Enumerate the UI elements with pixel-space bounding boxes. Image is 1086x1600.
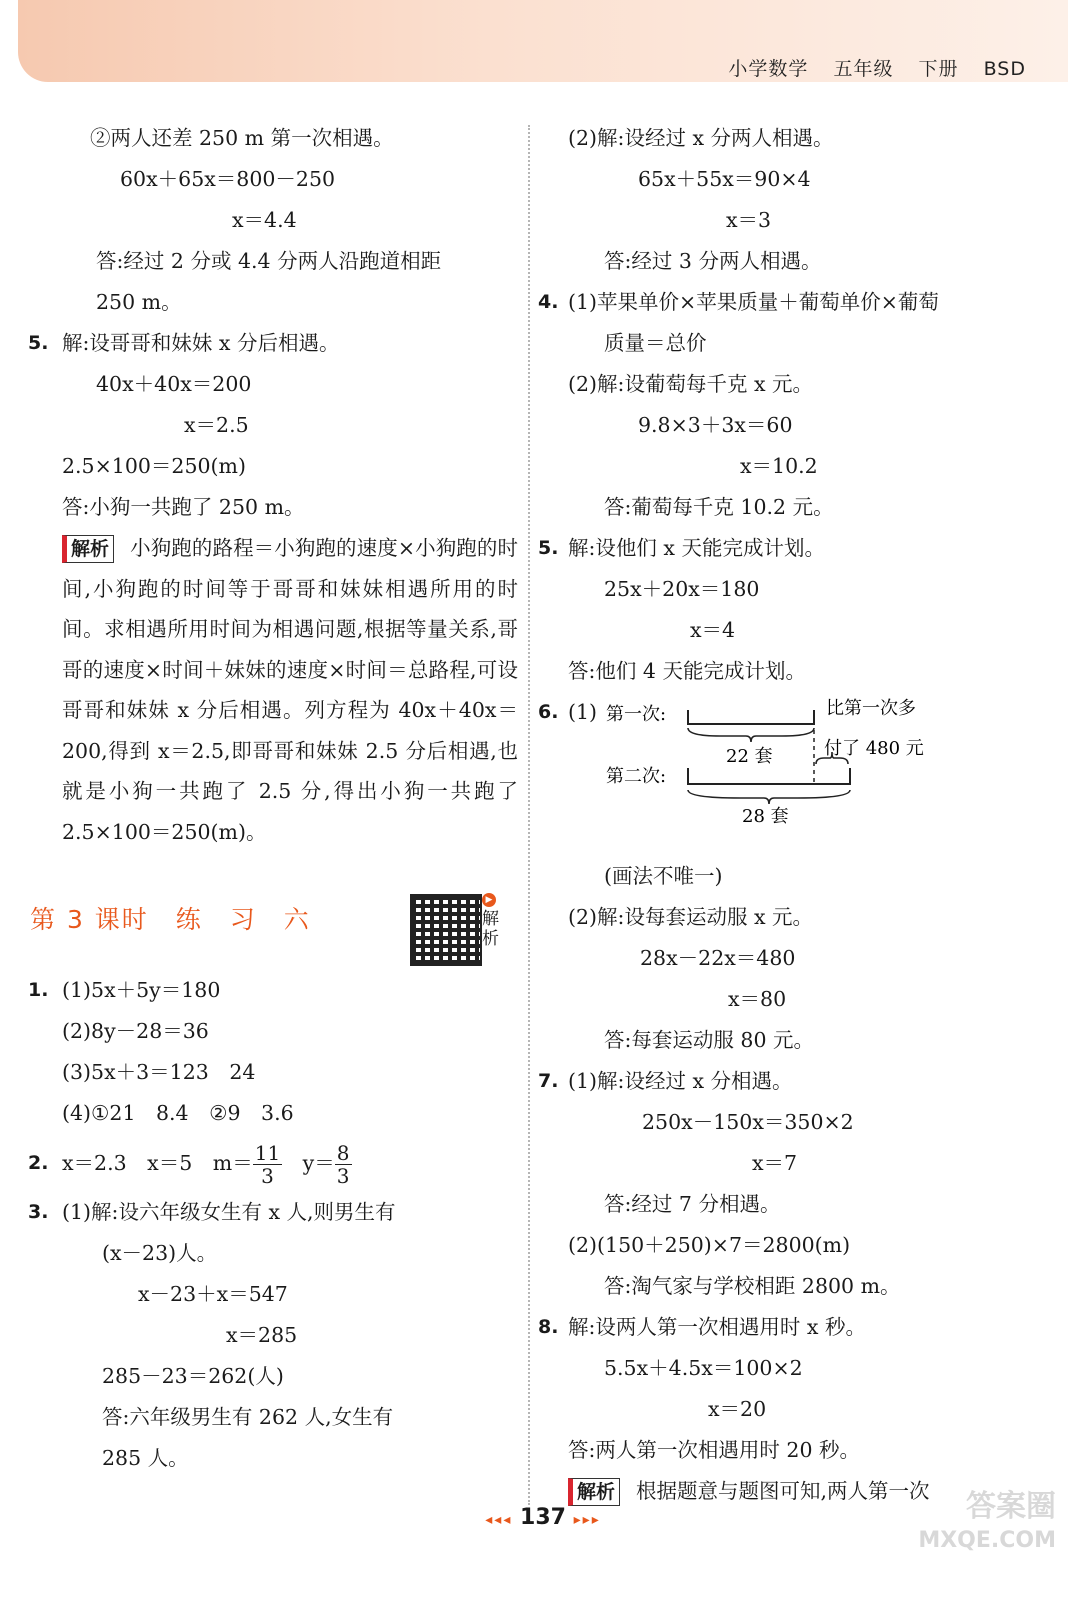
equation: 285－23＝262(人): [102, 1364, 284, 1388]
equation: x＝2.5: [184, 413, 249, 437]
solution: (2)解:设经过 x 分两人相遇。: [568, 126, 834, 150]
answer: 285 人。: [102, 1446, 189, 1470]
answer: 答:六年级男生有 262 人,女生有: [102, 1405, 394, 1429]
equation: 5.5x＋4.5x＝100×2: [604, 1356, 803, 1380]
analysis-tag: 解析: [62, 535, 114, 563]
question-number: 1.: [28, 979, 49, 1001]
question-8: 8. 解:设两人第一次相遇用时 x 秒。: [546, 1307, 1046, 1348]
second-bar-extra: [814, 768, 850, 784]
brace-28: [688, 790, 850, 804]
question-7: 7. (1)解:设经过 x 分相遇。: [546, 1061, 1046, 1102]
solution: (2)解:设每套运动服 x 元。: [568, 905, 814, 929]
equation: 40x＋40x＝200: [96, 372, 252, 396]
header-edition: BSD: [983, 58, 1026, 80]
answer: 答:每套运动服 80 元。: [604, 1028, 815, 1052]
question-2: 2. x＝2.3 x＝5 m＝ $\frac{11}{3}$ y＝ $\frac{8}{3}$: [28, 1134, 518, 1192]
text-line: (3)5x＋3＝123 24: [62, 1060, 256, 1084]
equation: x＝3: [726, 208, 772, 232]
page-number: ◂◂◂ 137 ▸▸▸: [485, 1505, 601, 1530]
text-line: (画法不唯一): [604, 864, 723, 888]
qr-code-icon[interactable]: [410, 894, 482, 966]
text-line: (2)8y－28＝36: [62, 1019, 209, 1043]
section-title: 第 3 课时 练 习 六: [30, 905, 311, 934]
analysis-tag: 解析: [568, 1478, 620, 1506]
analysis-block: [28, 528, 518, 852]
header-term: 下册: [918, 58, 959, 80]
label-first: 第一次:: [606, 704, 667, 725]
text-line: 质量＝总价: [604, 331, 707, 355]
equation: x＝7: [752, 1151, 798, 1175]
equation: 250x－150x＝350×2: [642, 1110, 854, 1134]
note-line-1: 比第一次多: [826, 698, 916, 719]
question-5: 5. 解:设他们 x 天能完成计划。: [546, 528, 1046, 569]
label-22: 22 套: [726, 746, 773, 767]
qr-label: ▶ 解析: [482, 895, 499, 949]
equation: 25x＋20x＝180: [604, 577, 760, 601]
answer: 250 m。: [96, 290, 182, 314]
second-bar: [688, 768, 814, 784]
label-28: 28 套: [742, 806, 789, 827]
label-second: 第二次:: [606, 766, 667, 787]
text-line: ②两人还差 250 m 第一次相遇。: [90, 126, 394, 150]
answer: 答:葡萄每千克 10.2 元。: [604, 495, 834, 519]
header-info: [710, 54, 1026, 81]
question-number: 7.: [538, 1070, 559, 1092]
answer: 答:经过 2 分或 4.4 分两人沿跑道相距: [96, 249, 442, 273]
solution: (2)解:设葡萄每千克 x 元。: [568, 372, 814, 396]
question-1: 1. (1)5x＋5y＝180: [28, 970, 518, 1011]
equation: 9.8×3＋3x＝60: [638, 413, 793, 437]
column-divider: [528, 125, 530, 1505]
question-number: 5.: [28, 332, 49, 354]
question-number: 8.: [538, 1316, 559, 1338]
text-line: (4)①21 8.4 ②9 3.6: [62, 1101, 294, 1125]
first-bar: [688, 710, 814, 724]
prev-arrows-icon: ◂◂◂: [485, 1512, 513, 1528]
fraction: $\frac{8}{3}$: [336, 1141, 350, 1188]
fraction: $\frac{11}{3}$: [254, 1141, 281, 1188]
header-subject: 小学数学: [728, 58, 809, 80]
segment-diagram: [600, 690, 1040, 830]
equation: 2.5×100＝250(m): [62, 454, 246, 478]
header-grade: 五年级: [833, 58, 894, 80]
equation: 28x－22x＝480: [640, 946, 796, 970]
answer: 答:淘气家与学校相距 2800 m。: [604, 1274, 901, 1298]
equation: x＝285: [226, 1323, 298, 1347]
play-icon: ▶: [482, 893, 496, 907]
question-6: 6. (1): [546, 692, 1046, 856]
answer: 答:两人第一次相遇用时 20 秒。: [568, 1438, 861, 1462]
equation: x＝80: [728, 987, 787, 1011]
practice-section: [28, 970, 518, 1479]
text-line: (x－23)人。: [102, 1241, 218, 1265]
question-number: 3.: [28, 1201, 49, 1223]
equation: x＝4: [690, 618, 736, 642]
question-5: [28, 323, 518, 364]
next-arrows-icon: ▸▸▸: [573, 1512, 601, 1528]
solution: 解:设哥哥和妹妹 x 分后相遇。: [62, 331, 340, 355]
equation: 65x＋55x＝90×4: [638, 167, 811, 191]
answer: 答:小狗一共跑了 250 m。: [62, 495, 305, 519]
equation: x＝4.4: [232, 208, 297, 232]
equation: x＝20: [708, 1397, 767, 1421]
left-column: [28, 118, 518, 852]
question-number: 6.: [538, 701, 559, 723]
note-line-2: 付了 480 元: [824, 738, 924, 759]
question-number: 4.: [538, 291, 559, 313]
answer: 答:经过 7 分相遇。: [604, 1192, 781, 1216]
equation: (2)(150＋250)×7＝2800(m): [568, 1233, 851, 1257]
answer: 答:经过 3 分两人相遇。: [604, 249, 822, 273]
equation: x－23＋x＝547: [138, 1282, 288, 1306]
answer: 答:他们 4 天能完成计划。: [568, 659, 806, 683]
analysis-block: 解析 根据题意与题图可知,两人第一次: [546, 1471, 1046, 1512]
analysis-text: 小狗跑的路程＝小狗跑的速度×小狗跑的时间,小狗跑的时间等于哥哥和妹妹相遇所用的时间。求相遇所用时间为相遇问题,根据等量关系,哥哥的速度×时间＋妹妹的速度×时间＝总路程,可设哥哥和妹妹 x 分后相遇。列方程为 40x＋40x＝200,得到 x＝2.5,即哥哥和妹妹 2.5 分后相遇,也就是小狗一共跑了 2.5 分,得出小狗一共跑了 2.5×100＝250(m)。: [62, 536, 518, 844]
equation: x＝10.2: [740, 454, 818, 478]
question-3: 3. (1)解:设六年级女生有 x 人,则男生有: [28, 1192, 518, 1233]
question-number: 5.: [538, 537, 559, 559]
question-4: 4. (1)苹果单价×苹果质量＋葡萄单价×葡萄: [546, 282, 1046, 323]
watermark-logo: 答案圈 MXQE.COM: [918, 1489, 1056, 1553]
question-number: 2.: [28, 1152, 49, 1174]
brace-22: [688, 728, 814, 742]
equation: 60x＋65x＝800－250: [120, 167, 336, 191]
